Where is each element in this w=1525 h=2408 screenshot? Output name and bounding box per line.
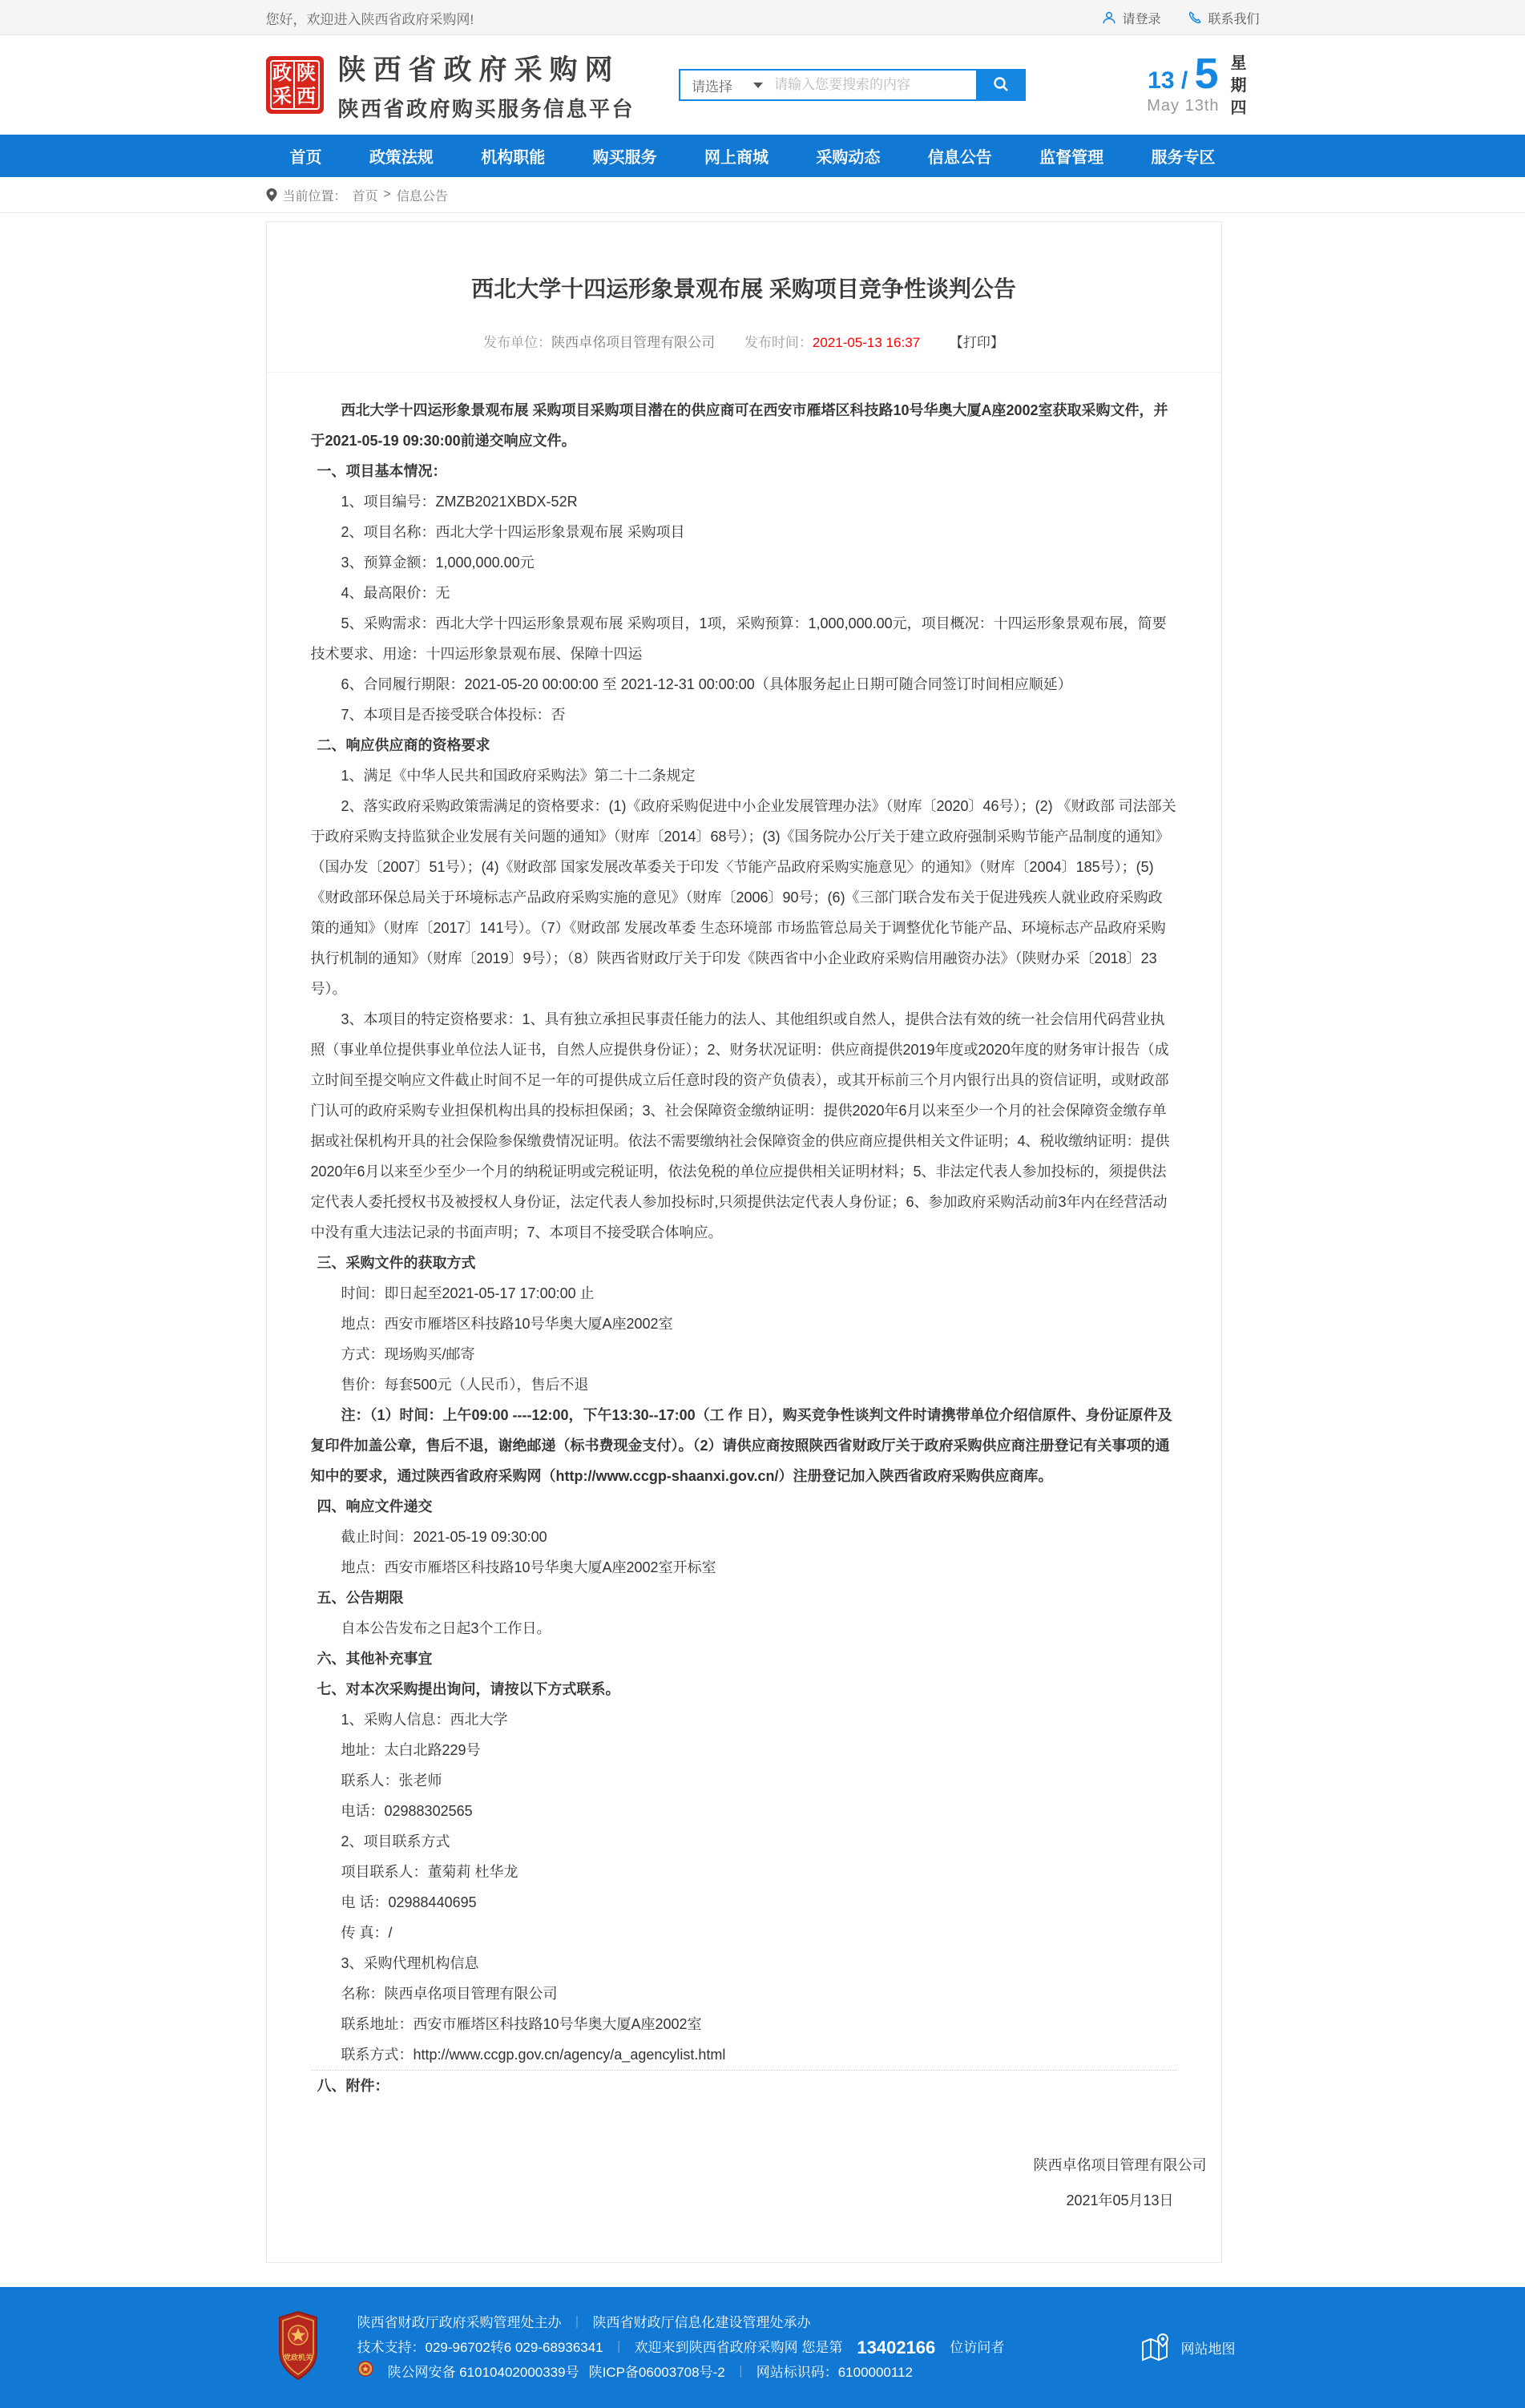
article-paragraph: 联系地址：西安市雁塔区科技路10号华奥大厦A座2002室 [341,2016,702,2032]
search-bar [679,69,1026,101]
search-category-value: 请选择 [692,79,733,95]
login-link[interactable]: 请登录 [1102,9,1160,27]
article-paragraph: 电 话：02988440695 [341,1894,477,1910]
article-body [267,373,1221,2101]
footer-line-sponsors: 陕西省财政厅政府采购管理处主办 ｜ 陕西省财政厅信息化建设管理处承办 [357,2310,1005,2335]
article-paragraph: 1、采购人信息：西北大学 [341,1712,508,1728]
article-paragraph: 1、满足《中华人民共和国政府采购法》第二十二条规定 [341,768,696,784]
article-paragraph: 名称：陕西卓佲项目管理有限公司 [341,1986,558,2002]
sitemap-link[interactable] [1140,2331,1236,2365]
article-paragraph: 3、预算金额：1,000,000.00元 [341,555,535,571]
breadcrumb [266,177,1260,212]
nav-item[interactable]: 信息公告 [927,149,992,167]
date-english: May 13th [1147,96,1220,115]
page-title: 西北大学十四运形象景观布展 采购项目竞争性谈判公告 [471,276,1016,301]
breadcrumb-prefix: 当前位置： [282,189,347,204]
site-footer [0,2287,1525,2408]
article-paragraph: 7、本项目是否接受联合体投标：否 [341,707,566,723]
search-input[interactable] [774,77,976,93]
article-paragraph: 5、采购需求：西北大学十四运形象景观布展 采购项目，1项，采购预算：1,000,000.00元，项目概况：十四运形象景观布展，简要技术要求、用途：十四运形象景观布展、保障十四运 [310,615,1167,662]
publish-time-label: 发布时间： [744,335,813,350]
article-paragraph: 四、响应文件递交 [317,1498,433,1515]
user-icon [1102,10,1116,25]
breadcrumb-separator: > [383,188,391,201]
article-paragraph: 六、其他补充事宜 [317,1651,433,1667]
article-paragraph: 地点：西安市雁塔区科技路10号华奥大厦A座2002室开标室 [341,1559,716,1575]
footer-line-registration: 陕公网安备 61010402000339号 陕ICP备06003708号-2 ｜ 网站标识码：6100000112 [357,2360,1005,2385]
article-paragraph: 1、项目编号：ZMZB2021XBDX-52R [341,494,578,510]
signature-date: 2021年05月13日 [1066,2192,1174,2208]
article-paragraph: 方式：现场购买/邮寄 [341,1346,475,1362]
footer-organizer: 陕西省财政厅政府采购管理处主办 [357,2315,562,2330]
search-button[interactable] [976,69,1026,101]
footer-visitor-suffix: 位访问者 [950,2340,1005,2355]
article-paragraph: 地址：太白北路229号 [341,1742,481,1758]
article-paragraph: 4、最高限价：无 [341,585,450,601]
breadcrumb-home-link[interactable]: 首页 [352,189,378,204]
search-icon [992,75,1010,95]
article-paragraph: 电话：02988302565 [341,1803,473,1819]
nav-item[interactable]: 监督管理 [1039,149,1104,167]
article-paragraph: 截止时间：2021-05-19 09:30:00 [341,1529,547,1545]
footer-line-support: 技术支持：029-96702转6 029-68936341 ｜ 欢迎来到陕西省政府采购网 您是第 13402166 位访问者 [357,2335,1005,2360]
article-paragraph: 地点：西安市雁塔区科技路10号华奥大厦A座2002室 [341,1316,673,1332]
site-header [0,35,1525,135]
article-paragraph: 2、项目联系方式 [341,1833,450,1849]
announcement-document [266,221,1222,2263]
publisher-label: 发布单位： [483,335,552,350]
search-category-select[interactable] [680,75,774,95]
article-paragraph: 项目联系人：董菊莉 杜华龙 [341,1864,518,1880]
public-security-record[interactable]: 陕公网安备 61010402000339号 [387,2365,579,2380]
article-paragraph: 二、响应供应商的资格要求 [317,737,490,753]
breadcrumb-current-link[interactable]: 信息公告 [396,189,448,204]
welcome-greeting: 您好，欢迎进入陕西省政府采购网! [265,11,474,27]
article-meta [267,331,1221,373]
footer-text-block [357,2310,1005,2385]
article-paragraph: 3、采购代理机构信息 [341,1955,479,1971]
date-widget [1147,49,1259,119]
print-button[interactable]: 【打印】 [949,335,1004,350]
svg-text:党政机关: 党政机关 [283,2354,313,2362]
nav-item[interactable]: 政策法规 [369,149,434,167]
footer-co-organizer: 陕西省财政厅信息化建设管理处承办 [592,2315,811,2330]
publish-time-value: 2021-05-13 16:37 [812,335,921,350]
site-logo-seal[interactable] [266,56,324,114]
site-title-block [338,48,635,123]
article-paragraph: 传 真：/ [341,1925,393,1941]
police-badge-icon [357,2360,373,2385]
article-paragraph: 时间：即日起至2021-05-17 17:00:00 止 [341,1285,595,1301]
party-government-emblem [277,2310,319,2385]
article-paragraph: 联系人：张老师 [341,1773,442,1789]
breadcrumb-strip [0,177,1525,213]
nav-item[interactable]: 机构职能 [481,149,546,167]
main-navigation [0,135,1525,177]
nav-item[interactable]: 服务专区 [1151,149,1216,167]
article-paragraph: 自本公告发布之日起3个工作日。 [341,1620,551,1636]
nav-item[interactable]: 网上商城 [704,149,769,167]
contact-us-link[interactable]: 联系我们 [1188,9,1259,27]
footer-welcome-text: 欢迎来到陕西省政府采购网 您是第 [634,2340,843,2355]
site-subtitle: 陕西省政府购买服务信息平台 [337,96,635,121]
visitor-counter: 13402166 [857,2337,936,2358]
article-area [0,213,1525,2287]
sitemap-icon [1140,2331,1173,2365]
site-identifier-code: 网站标识码：6100000112 [756,2365,913,2380]
publisher-value: 陕西卓佲项目管理有限公司 [551,335,716,350]
nav-item[interactable]: 采购动态 [816,149,881,167]
weekday-label: 星 期 四 [1230,54,1247,117]
signature-company: 陕西卓佲项目管理有限公司 [1033,2157,1207,2173]
article-paragraph: 2、落实政府采购政策需满足的资格要求：(1)《政府采购促进中小企业发展管理办法》（财库〔2020〕46号）；(2) 《财政部 司法部关于政府采购支持监狱企业发展有关问题的通知》（财库〔2014〕68号）；(3)《国务院办公厅关于建立政府强制采购节能产品制度的通知》（国办发〔2007〕51号）；(4)《财政部 国家发展改革委关于印发〈节能产品政府采购实施意见〉的通知》（财库〔2004〕185号）；(5)《财政部环保总局关于环境标志产品政府采购实施的意见》（财库〔2006〕90号；(6)《三部门联合发布关于促进残疾人就业政府采购政策的通知》（财库〔2017〕141号）。（7）《财政部 发展改革委 生态环境部 市场监管总局关于调整优化节能产品、环境标志产品政府采购执行机制的通知》（财库〔2019〕9号）；（8）陕西省财政厅关于印发《陕西省中小企业政府采购信用融资办法》（陕财办采〔2018〕23号）。 [310,798,1176,997]
nav-item[interactable]: 购买服务 [592,149,657,167]
article-paragraph: 2、项目名称：西北大学十四运形象景观布展 采购项目 [341,524,685,540]
article-paragraph: 3、本项目的特定资格要求：1、具有独立承担民事责任能力的法人、其他组织或自然人，提供合法有效的统一社会信用代码营业执照（事业单位提供事业单位法人证书，自然人应提供身份证）；2、财务状况证明：供应商提供2019年度或2020年度的财务审计报告（成立时间至提交响应文件截止时间不足一年的可提供成立后任意时段的资产负债表），或其开标前三个月内银行出具的资信证明，或财政部门认可的政府采购专业担保机构出具的投标担保函；3、社会保障资金缴纳证明：提供2020年6月以来至少一个月的社会保障资金缴存单据或社保机构开具的社会保险参保缴费情况证明。依法不需要缴纳社会保障资金的供应商应提供相关文件证明；4、税收缴纳证明：提供2020年6月以来至少至少一个月的纳税证明或完税证明，依法免税的单位应提供相关证明材料；5、非法定代表人参加投标的，须提供法定代表人委托授权书及被授权人身份证，法定代表人参加投标时,只须提供法定代表人身份证；6、参加政府采购活动前3年内在经营活动中没有重大违法记录的书面声明；7、本项目不接受联合体响应。 [310,1011,1170,1240]
article-paragraph: 6、合同履行期限：2021-05-20 00:00:00 至 2021-12-31 00:00:00（具体服务起止日期可随合同签订时间相应顺延） [341,676,1072,692]
top-utility-bar [0,0,1525,35]
phone-icon [1188,10,1202,25]
topbar-links [1102,9,1259,27]
article-paragraph: 联系方式：http://www.ccgp.gov.cn/agency/a_agencylist.html [341,2047,726,2063]
date-numeric: 13 / 5 [1148,49,1219,98]
article-paragraph: 五、公告期限 [317,1590,404,1606]
article-paragraph: 七、对本次采购提出询问，请按以下方式联系。 [317,1681,620,1697]
footer-tech-support: 技术支持：029-96702转6 029-68936341 [357,2340,603,2355]
sitemap-label: 网站地图 [1180,2341,1236,2357]
site-title: 陕西省政府采购网 [337,54,620,86]
article-paragraph: 西北大学十四运形象景观布展 采购项目采购项目潜在的供应商可在西安市雁塔区科技路10号华奥大厦A座2002室获取采购文件，并于2021-05-19 09:30:00前递交响应文件。 [310,402,1168,449]
location-pin-icon [266,188,277,202]
article-paragraph: 一、项目基本情况： [317,463,447,479]
signature-block [1034,2148,1207,2218]
nav-item[interactable]: 首页 [289,149,322,167]
article-paragraph: 售价：每套500元（人民币），售后不退 [341,1377,589,1393]
article-paragraph: 三、采购文件的获取方式 [317,1255,476,1271]
icp-record[interactable]: 陕ICP备06003708号-2 [588,2365,725,2380]
logo-seal-characters: 政 采 陕 西 [270,60,320,110]
chevron-down-icon [753,83,763,88]
article-paragraph: 八、附件： [317,2078,389,2094]
article-paragraph: 注：（1）时间：上午09:00 ----12:00，下午13:30--17:00（工 作 日），购买竞争性谈判文件时请携带单位介绍信原件、身份证原件及复印件加盖公章，售后不退，谢绝邮递（标书费现金支付）。（2）请供应商按照陕西省财政厅关于政府采购供应商注册登记有关事项的通知中的要求，通过陕西省政府采购网（http://www.ccgp-shaanxi.gov.cn/）注册登记加入陕西省政府采购供应商库。 [310,1407,1172,1484]
